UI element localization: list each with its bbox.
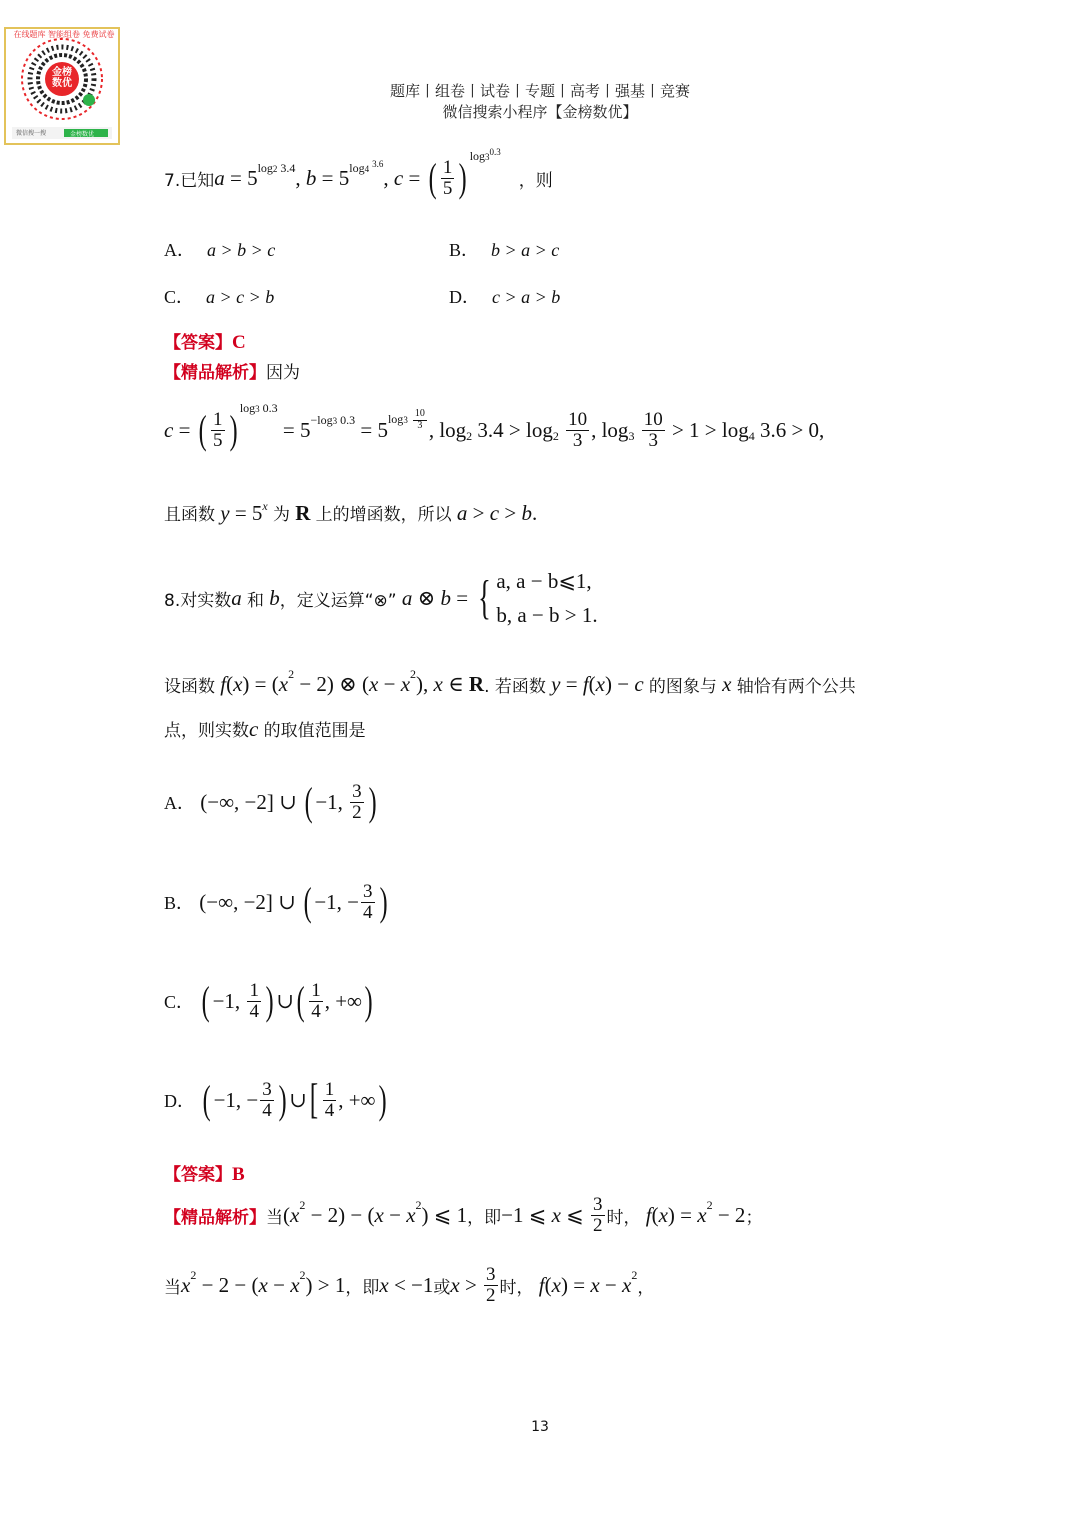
text: 当 (164, 1277, 181, 1298)
text: 上的增函数，所以 (315, 505, 452, 525)
q8-option-d: D． ( −1, − $\frac{3}{4}$ ) ∪ [ $\frac{1}{4}$ , +∞ ) (164, 1077, 387, 1123)
option-label: B． (449, 240, 480, 260)
text: 和 (246, 590, 264, 611)
option-expr: a > c > b (206, 287, 275, 307)
text: . (531, 501, 538, 525)
q8-option-c: C． ( −1, $\frac{1}{4}$ ) ∪ ( $\frac{1}{4}$ , +∞ ) (164, 978, 373, 1023)
text: 的取值范围是 (263, 721, 366, 741)
option-expr: a > b > c (207, 240, 276, 260)
text: . 若函数 (484, 676, 546, 697)
q8-analysis-line-2: 当 x 2 − 2 − ( x − x 2 ) > 1 ，即 x < −1 或 x > $\frac{3}{2}$ 时， f ( x ) = x − x 2 ， (164, 1263, 655, 1306)
q7-answer (164, 328, 246, 354)
logo-bottom-text: 微信搜一搜 (16, 130, 47, 137)
q8-analysis-line-1: 【精品解析】 当 ( x 2 − 2) − ( x − x 2 ) ⩽ 1 ，即 −1 ⩽ x ⩽ $\frac{3}{2}$ 时， f ( x ) = x 2 − 2 ； (164, 1193, 763, 1236)
text: 设函数 (164, 676, 215, 697)
option-label: C． (164, 992, 195, 1012)
text: ，即 (345, 1277, 380, 1298)
logo-search-text: 金榜数优 (70, 131, 95, 138)
answer-label: 【答案】 (164, 1165, 232, 1185)
q7-stem: 7.已知 a = 5 log2 3.4 , b = 5 log4 $^{3.6}$ , c = ( $\frac{1}{5}$ ) $\log 3^{0.3}$ ，则 (164, 146, 553, 200)
text: 轴恰有两个公共 (736, 676, 856, 697)
option-label: A． (164, 240, 195, 260)
answer-value: C (232, 332, 246, 353)
case-2: b, a − b > 1. (496, 603, 598, 627)
text: ，定义运算“⊗” (279, 590, 397, 611)
text: 或 (433, 1277, 451, 1298)
q8-answer (164, 1160, 245, 1186)
q8-option-b: B． (−∞, −2] ∪ ( −1, − $\frac{3}{4}$ ) (164, 879, 388, 924)
logo-ring-text: 在线题库 智能组卷 免费试卷 (13, 30, 115, 39)
q7-option-a (164, 236, 275, 262)
q7-option-c (164, 283, 274, 309)
analysis-intro: 因为 (266, 363, 300, 383)
q7-option-d (449, 283, 560, 309)
q7-analysis-formula: c = ( $\frac{1}{5}$ ) log3 0.3 = 5 −log3 0.3 = 5 log3 $\frac{10}{3}$ , log 2 3.4 > log 2 $\frac{10}{3}$ , log 3 $\frac{10}{3}$ > 1 > log 4 3.6 > 0, (164, 400, 825, 452)
option-label: C． (164, 287, 195, 307)
text: ， (637, 1277, 655, 1298)
text: 的图象与 (648, 676, 717, 697)
text: ，即 (467, 1207, 502, 1228)
option-expr: b > a > c (491, 240, 560, 260)
text: 时， (499, 1277, 534, 1298)
text: 当 (266, 1207, 283, 1228)
option-expr: c > a > b (492, 287, 561, 307)
q7-analysis-conclusion: 且函数 y = 5 x 为 R 上的增函数，所以 a > c > b . (164, 499, 538, 525)
q8-option-a: A． (−∞, −2] ∪ ( −1, $\frac{3}{2}$ ) (164, 779, 377, 824)
text: 点，则实数 (164, 721, 249, 741)
analysis-label: 【精品解析】 (164, 363, 266, 383)
q8-question-line: 点，则实数 c 的取值范围是 (164, 717, 366, 741)
q8-stem: 8.对实数 a 和 b ，定义运算“⊗” a ⊗ b = { a, a − b⩽1, b, a − b > 1. (164, 566, 598, 630)
page-number: 13 (531, 1419, 549, 1435)
reals-symbol: R (295, 501, 311, 525)
option-label: D． (449, 287, 480, 307)
option-label: B． (164, 893, 195, 913)
text: 为 (273, 505, 290, 525)
text: 8.对实数 (164, 590, 232, 611)
text: ； (745, 1207, 763, 1228)
header-search-hint: 微信搜索小程序【金榜数优】 (442, 103, 638, 121)
answer-label: 【答案】 (164, 333, 232, 353)
q8-function-line: 设函数 f ( x ) = ( x 2 − 2) ⊗ ( x − x 2 ), x ∈ R . 若函数 y = f ( x ) − c 的图象与 x 轴恰有两个公共 (164, 666, 856, 697)
header-categories: 题库丨组卷丨试卷丨专题丨高考丨强基丨竞赛 (389, 82, 690, 100)
case-1: a, a − b⩽1, (496, 569, 592, 593)
analysis-label: 【精品解析】 (164, 1207, 266, 1228)
text: 时， (606, 1207, 641, 1228)
q7-option-b (449, 236, 559, 262)
option-label: D． (164, 1091, 195, 1111)
text: 且函数 (164, 505, 215, 525)
q7-prefix: 7.已知 (164, 170, 215, 191)
q7-suffix: ，则 (518, 170, 553, 191)
q7-analysis-heading (164, 358, 300, 383)
answer-value: B (232, 1164, 245, 1185)
option-label: A． (164, 793, 195, 813)
logo-center-text: 金榜 数优 (52, 67, 72, 89)
